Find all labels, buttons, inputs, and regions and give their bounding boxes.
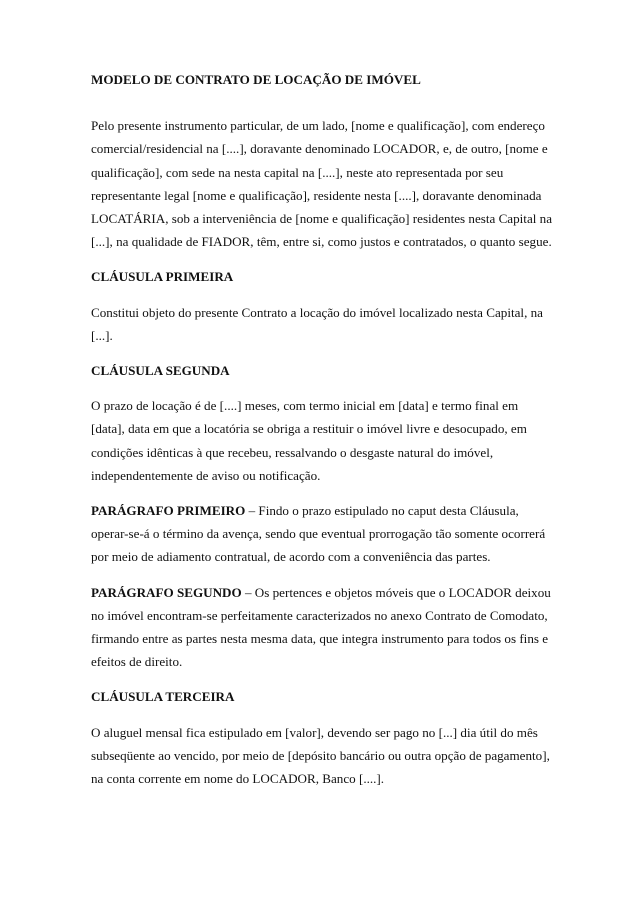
paragrafo-primeiro-label: PARÁGRAFO PRIMEIRO [91,503,246,519]
clause-line: [data], data em que a locatória se obriga a restituir o imóvel livre e desocupado, em [91,421,527,437]
paragrafo-segundo [91,581,551,674]
clause-line: no imóvel encontram-se perfeitamente caracterizados no anexo Contrato de Comodato, [91,607,548,623]
clause-line: Constitui objeto do presente Contrato a locação do imóvel localizado nesta Capital, na [91,304,543,320]
clause-terceira-paragraph [91,721,551,791]
document-title: MODELO DE CONTRATO DE LOCAÇÃO DE IMÓVEL [91,72,421,87]
clause-line: independentemente de aviso ou notificação. [91,467,321,483]
paragrafo-first-line [91,499,551,522]
clause-heading-terceira: CLÁUSULA TERCEIRA [91,689,235,705]
intro-line: [...], na qualidade de FIADOR, têm, entre si, como justos e contratados, o quanto segue. [91,234,552,250]
intro-line: Pelo presente instrumento particular, de um lado, [nome e qualificação], com endereço [91,118,545,134]
paragrafo-primeiro [91,499,551,569]
clause-line: condições idênticas à que recebeu, ressalvando o desgaste natural do imóvel, [91,444,494,460]
clause-heading-primeira: CLÁUSULA PRIMEIRA [91,269,234,285]
clause-line: efeitos de direito. [91,654,183,670]
paragrafo-first-line [91,581,551,604]
clause-line: por meio de adiamento contratual, de acordo com a conveniência das partes. [91,549,491,565]
clause-heading-segunda: CLÁUSULA SEGUNDA [91,363,230,379]
intro-paragraph [91,114,551,253]
intro-line: LOCATÁRIA, sob a interveniência de [nome e qualificação] residentes nesta Capital na [91,211,553,227]
clause-line: [...]. [91,327,113,343]
intro-line: comercial/residencial na [....], doravante denominado LOCADOR, e, de outro, [nome e [91,141,548,157]
paragrafo-segundo-label: PARÁGRAFO SEGUNDO [91,584,242,600]
clause-segunda-paragraph [91,394,551,487]
clause-line: O prazo de locação é de [....] meses, com termo inicial em [data] e termo final em [91,398,519,414]
clause-line: firmando entre as partes nesta mesma data, que integra instrumento para todos os fins e [91,631,549,647]
clause-line: na conta corrente em nome do LOCADOR, Banco [....]. [91,771,385,787]
paragrafo-first-line-text: – Os pertences e objetos móveis que o LOCADOR deixou [241,584,551,600]
clause-line: O aluguel mensal fica estipulado em [valor], devendo ser pago no [...] dia útil do mês [91,724,538,740]
intro-line: qualificação], com sede na nesta capital na [....], neste ato representada por seu [91,164,504,180]
clause-primeira-paragraph [91,301,551,347]
intro-line: representante legal [nome e qualificação], residente nesta [....], doravante denominada [91,187,542,203]
document-page [91,68,551,802]
clause-line: subseqüente ao vencido, por meio de [depósito bancário ou outra opção de pagamento], [91,747,550,763]
paragrafo-first-line-text: – Findo o prazo estipulado no caput desta Cláusula, [245,503,519,519]
clause-line: operar-se-á o término da avença, sendo que eventual prorrogação tão somente ocorrerá [91,526,546,542]
